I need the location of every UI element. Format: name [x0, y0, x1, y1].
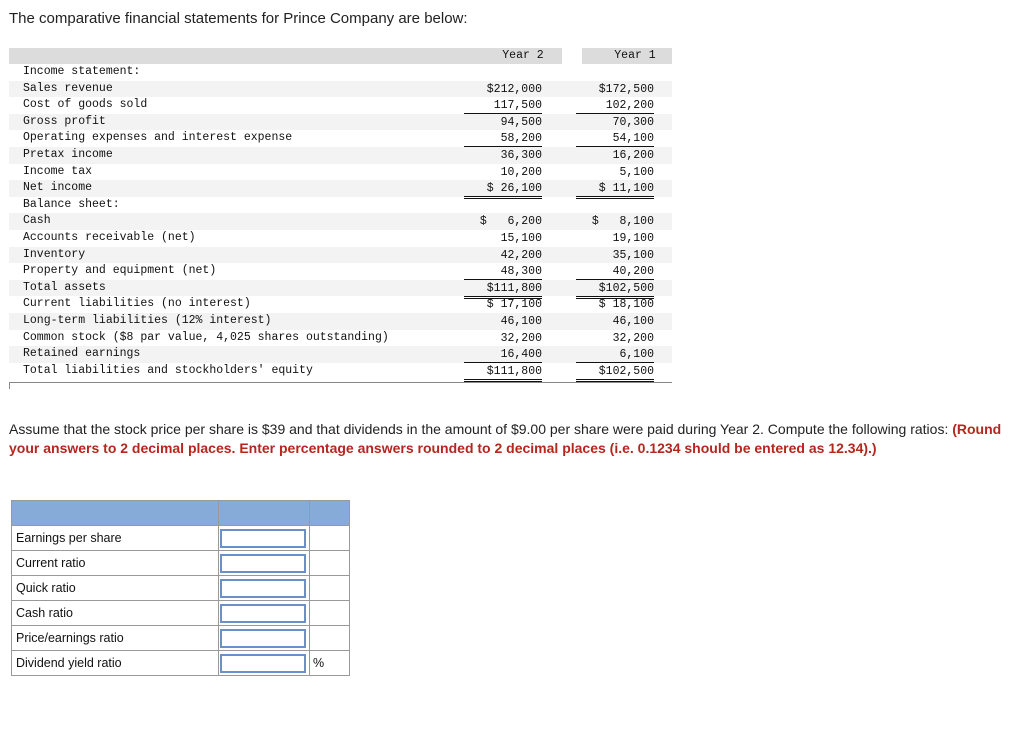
row-label: Sales revenue	[23, 81, 113, 95]
statement-row	[9, 330, 672, 347]
ratio-unit	[310, 626, 350, 651]
ratio-unit	[310, 576, 350, 601]
row-label: Total assets	[23, 280, 106, 294]
ratio-answer-input[interactable]	[220, 579, 306, 598]
statement-row	[9, 114, 672, 131]
statement-row	[9, 130, 672, 147]
ratio-answer-input[interactable]	[220, 529, 306, 548]
year2-value: $ 26,100	[464, 181, 542, 199]
statement-row	[9, 247, 672, 264]
ratio-row	[12, 651, 350, 676]
year1-value: 32,200	[612, 331, 654, 345]
row-label: Balance sheet:	[23, 197, 120, 211]
statement-row	[9, 97, 672, 114]
year2-value: 15,100	[500, 231, 542, 245]
table-bottom-border	[9, 382, 672, 383]
year1-value: 70,300	[612, 115, 654, 129]
ratio-row	[12, 626, 350, 651]
row-label: Income tax	[23, 164, 93, 178]
year2-header: Year 2	[502, 49, 544, 62]
ratio-answer-input[interactable]	[220, 629, 306, 648]
year1-value: 16,200	[612, 148, 654, 162]
year2-value: 46,100	[500, 314, 542, 328]
row-label: Operating expenses and interest expense	[23, 131, 293, 145]
year1-value: $ 11,100	[576, 181, 654, 199]
ratio-answer-table	[11, 500, 350, 676]
ratio-row	[12, 526, 350, 551]
year1-value: 5,100	[576, 165, 654, 181]
year1-value: 40,200	[576, 264, 654, 280]
statement-row	[9, 263, 672, 280]
statement-row	[9, 213, 672, 230]
statement-row	[9, 313, 672, 330]
year1-header: Year 1	[614, 49, 656, 62]
statement-row	[9, 197, 672, 214]
year1-value: 46,100	[612, 314, 654, 328]
statement-row	[9, 280, 672, 297]
year1-value: $ 8,100	[591, 215, 654, 229]
year2-value: 16,400	[464, 347, 542, 363]
year2-value: 48,300	[464, 264, 542, 280]
row-label: Pretax income	[23, 147, 113, 161]
ratio-label: Quick ratio	[12, 576, 219, 601]
ratio-row	[12, 601, 350, 626]
financial-statements-table	[9, 48, 672, 383]
year2-value: 42,200	[500, 248, 542, 262]
row-label: Long-term liabilities (12% interest)	[23, 313, 272, 327]
row-label: Income statement:	[23, 65, 141, 78]
ratio-label: Cash ratio	[12, 601, 219, 626]
statement-row	[9, 81, 672, 98]
ratio-answer-input[interactable]	[220, 554, 306, 573]
row-label: Cash	[23, 214, 51, 228]
year1-value: 6,100	[576, 347, 654, 363]
row-label: Total liabilities and stockholders' equity	[23, 363, 313, 377]
year2-value: $ 6,200	[479, 215, 542, 229]
row-label: Current liabilities (no interest)	[23, 297, 251, 311]
row-label: Retained earnings	[23, 347, 141, 361]
year1-value: 19,100	[612, 231, 654, 245]
year1-value: $ 18,100	[598, 298, 654, 312]
statement-row	[9, 64, 672, 81]
ratio-unit: %	[310, 651, 350, 676]
year2-value: 36,300	[500, 148, 542, 162]
question-text	[9, 420, 1009, 458]
ratio-row	[12, 576, 350, 601]
ratio-answer-input[interactable]	[220, 654, 306, 673]
ratio-table-header	[12, 501, 350, 526]
rounding-instructions: (Round your answers to 2 decimal places. Enter percentage answers rounded to 2 decimal places (i.e. 0.1234 should be entered as 12.34).)	[9, 421, 1002, 456]
year2-value: $ 17,100	[486, 298, 542, 312]
row-label: Net income	[23, 181, 93, 195]
ratio-label: Earnings per share	[12, 526, 219, 551]
year1-value: $172,500	[598, 82, 654, 96]
statement-row	[9, 164, 672, 181]
ratio-label: Dividend yield ratio	[12, 651, 219, 676]
question-body: Assume that the stock price per share is $39 and that dividends in the amount of $9.00 per share were paid during Year 2. Compute the following ratios:	[9, 421, 953, 437]
intro-text: The comparative financial statements for Prince Company are below:	[9, 10, 468, 27]
statement-row	[9, 230, 672, 247]
row-label: Accounts receivable (net)	[23, 230, 196, 244]
year1-value: 102,200	[576, 98, 654, 114]
statement-row	[9, 363, 672, 380]
ratio-unit	[310, 601, 350, 626]
ratio-answer-input[interactable]	[220, 604, 306, 623]
ratio-unit	[310, 526, 350, 551]
ratio-unit	[310, 551, 350, 576]
year2-value: $212,000	[486, 82, 542, 96]
table-header	[9, 48, 672, 64]
year1-value: 35,100	[612, 248, 654, 262]
year1-value: $102,500	[576, 281, 654, 299]
year2-value: 94,500	[500, 115, 542, 129]
statement-row	[9, 147, 672, 164]
row-label: Common stock ($8 par value, 4,025 shares outstanding)	[23, 330, 389, 344]
year2-value: 32,200	[500, 331, 542, 345]
year1-value: 54,100	[576, 131, 654, 147]
row-label: Gross profit	[23, 114, 106, 128]
ratio-label: Price/earnings ratio	[12, 626, 219, 651]
year2-value: 10,200	[464, 165, 542, 181]
year2-value: 117,500	[464, 98, 542, 114]
year1-value: $102,500	[576, 364, 654, 382]
row-label: Property and equipment (net)	[23, 264, 217, 278]
year2-value: $111,800	[464, 281, 542, 299]
statement-row	[9, 346, 672, 363]
ratio-row	[12, 551, 350, 576]
row-label: Inventory	[23, 247, 86, 261]
year2-value: $111,800	[464, 364, 542, 382]
year2-value: 58,200	[464, 131, 542, 147]
row-label: Cost of goods sold	[23, 98, 148, 112]
ratio-label: Current ratio	[12, 551, 219, 576]
statement-row	[9, 180, 672, 197]
statement-row	[9, 296, 672, 313]
